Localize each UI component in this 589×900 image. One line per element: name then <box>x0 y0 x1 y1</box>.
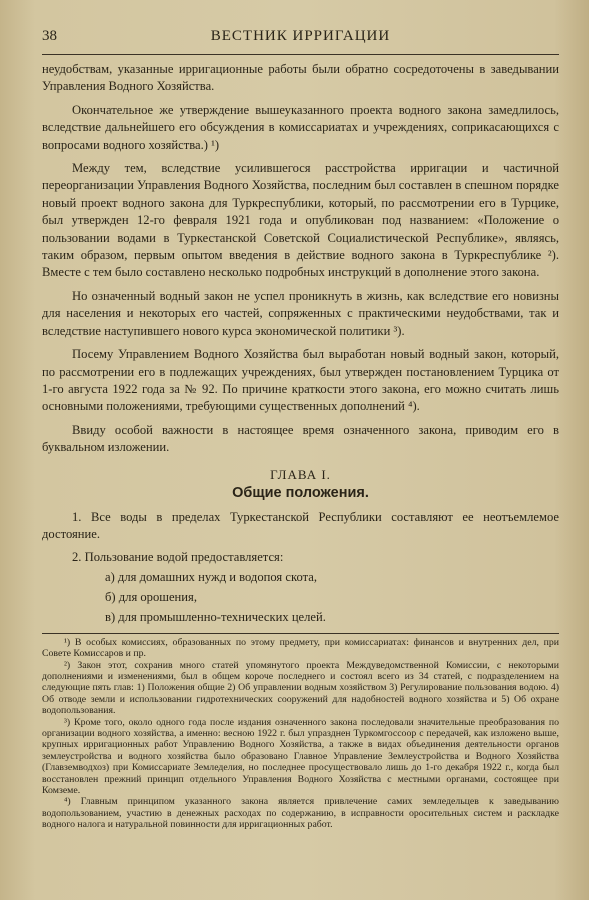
page-number: 38 <box>42 28 57 44</box>
footnote: ²) Закон этот, сохранив много статей упомянутого проекта Междуведомственной Комиссии, с некоторыми дополнениями и изменениями, был в общем короче последнего и состоял всего из 34 статей, с подразделением на следующие пять глав: 1) Положения общие 2) Об управлении водным хозяйством 3) Регулирование пользования водою. 4) Об отводе земли и использовании гидротехнических сооружений для надобностей водного хозяйства и 5) Об охране водопользования. <box>42 659 559 717</box>
journal-title: ВЕСТНИК ИРРИГАЦИИ <box>210 28 391 44</box>
paragraph: неудобствам, указанные ирригационные работы были обратно сосредоточены в заведывании Управления Водного Хозяйства. <box>42 62 559 94</box>
paragraph: Посему Управлением Водного Хозяйства был выработан новый водный закон, который, по рассмотрении его в подлежащих учреждениях, был утвержден постановлением Турцика от 1-го августа 1922 года за № 92. По причине краткости этого закона, его можно считать лишь основными положениями, требующими существенных дополнений ⁴). <box>42 347 559 414</box>
list-item: а) для домашних нужд и водопоя скота, <box>105 569 317 584</box>
article: 1. Все воды в пределах Туркестанской Республики составляют ее неотъемлемое достояние. <box>42 509 559 541</box>
footnote: ¹) В особых комиссиях, образованных по этому предмету, при комиссариатах: финансов и внутренних дел, при Совете Комиссаров и пр. <box>42 636 559 660</box>
footnote: ³) Кроме того, около одного года после издания означенного закона последовали значительные преобразования по организации водного хозяйства, а именно: весною 1922 г. был упразднен Туркомгоссоор с передачей, как изложено выше, крупных ирригационных работ Управлению Водного Хозяйства, а также в видах объединения деятельности органов землеустройства и водного хозяйства было образовано Главное Управление Землеустройства и Водного Хозяйства (Главземводхоз) при Комиссариате Земледелия, но последнее просуществовало лишь до 1-го декабря 1922 г., когда был восстановлен прежний принцип отдельного Управления Водного Хозяйства с местными органами, состоящее при Комземе. <box>42 716 559 797</box>
list-item: в) для промышленно-технических целей. <box>105 609 326 624</box>
paragraph: Ввиду особой важности в настоящее время означенного закона, приводим его в буквальном изложении. <box>42 422 559 455</box>
paragraph: Между тем, вследствие усилившегося расстройства ирригации и частичной переорганизации Управления Водного Хозяйства, последним был составлен в спешном порядке новый проект водного закона для Туркреспублики, который, по рассмотрении его в Турцике, был утвержден 12-го февраля 1921 года и опубликован под названием: «Положение о пользовании водами в Туркестанской Советской Социалистической Республике», являясь, таким образом, первым опытом введения в действие водного закона в Туркреспублике ²). Вместе с тем было составлено несколько подробных инструкций в дополнение этого закона. <box>42 161 559 280</box>
article: 2. Пользование водой предоставляется: <box>72 550 284 565</box>
chapter-title: ГЛАВА I. <box>270 466 331 482</box>
body-text <box>42 61 559 627</box>
page-header <box>42 28 559 52</box>
paragraph: Окончательное же утверждение вышеуказанного проекта водного закона замедлилось, вследствие дальнейшего его обсуждения в комиссариатах и учреждениях, соприкасающихся с вопросами водного хозяйства.) ¹) <box>42 102 559 152</box>
footnote: ⁴) Главным принципом указанного закона является привлечение самих земледельцев к заведыванию водопользованием, участию в денежных расходах по содержанию, в исправности оросительных систем и раскладке водного налога и натуральной повинности для ирригационных работ. <box>42 796 559 831</box>
chapter-subtitle: Общие положения. <box>232 484 369 501</box>
list-item: б) для орошения, <box>105 589 197 604</box>
paragraph: Но означенный водный закон не успел проникнуть в жизнь, как вследствие его новизны для населения и некоторых его частей, сопряженных с практическими неудобствами, так и вследствие наступившего нового курса экономической политики ³). <box>42 288 559 338</box>
header-rule <box>42 54 559 55</box>
footnote-rule <box>42 633 559 634</box>
footnotes <box>42 637 559 831</box>
